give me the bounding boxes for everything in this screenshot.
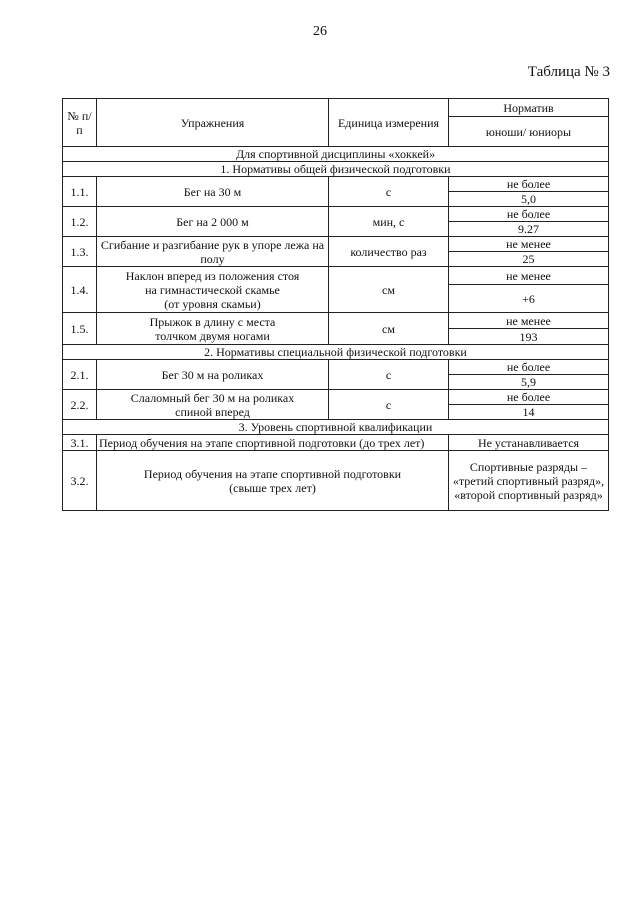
unit: см [329,313,449,345]
header-norm: Норматив [449,99,609,117]
exercise-line: Слаломный бег 30 м на роликах [130,390,295,405]
exercise-name [97,313,329,345]
exercise-line: (от уровня скамьи) [164,296,261,311]
unit: с [329,390,449,420]
row-number: 1.5. [63,313,97,345]
unit: мин, с [329,207,449,237]
row-number: 1.3. [63,237,97,267]
norm-condition: не более [449,390,609,405]
section-qualification: 3. Уровень спортивной квалификации [63,420,609,435]
exercise-line: Период обучения на этапе спортивной подготовки [143,466,402,481]
unit: с [329,177,449,207]
row-number: 1.2. [63,207,97,237]
exercise-line: толчком двумя ногами [155,328,270,343]
table-caption: Таблица № 3 [527,64,610,80]
norm-value: Не устанавливается [449,435,609,451]
exercise-line: Прыжок в длину с места [149,314,276,329]
exercise-name: Бег на 2 000 м [97,207,329,237]
row-number: 2.1. [63,360,97,390]
header-exercise: Упражнения [97,99,329,147]
norm-condition: не более [449,207,609,222]
norm-value: 14 [449,405,609,420]
row-number: 3.2. [63,451,97,511]
page-number: 26 [313,24,327,39]
row-number: 3.1. [63,435,97,451]
row-number: 2.2. [63,390,97,420]
unit: с [329,360,449,390]
exercise-name [97,390,329,420]
section-special-physical: 2. Нормативы специальной физической подготовки [63,345,609,360]
header-unit: Единица измерения [329,99,449,147]
exercise-line: на гимнастической скамье [145,282,280,297]
norm-value: 193 [449,329,609,345]
header-group: юноши/ юниоры [449,117,609,147]
exercise-line: (свыше трех лет) [229,480,316,495]
norm-value: 25 [449,252,609,267]
discipline-row: Для спортивной дисциплины «хоккей» [63,147,609,162]
exercise-name: Бег 30 м на роликах [97,360,329,390]
norm-condition: не менее [449,313,609,329]
exercise-line: Наклон вперед из положения стоя [125,268,300,283]
norm-condition: не более [449,360,609,375]
row-number: 1.4. [63,267,97,313]
exercise-name: Сгибание и разгибание рук в упоре лежа на полу [97,237,329,267]
norm-value: 5,9 [449,375,609,390]
unit: количество раз [329,237,449,267]
norm-value: 9.27 [449,222,609,237]
norm-value: 5,0 [449,192,609,207]
exercise-name: Бег на 30 м [97,177,329,207]
norm-condition: не менее [449,267,609,285]
standards-table [62,98,609,511]
norm-value: Спортивные разряды – «третий спортивный разряд», «второй спортивный разряд» [449,451,609,511]
norm-value: +6 [449,285,609,313]
norm-condition: не менее [449,237,609,252]
exercise-line: спиной вперед [175,404,250,419]
header-number: № п/п [63,99,97,147]
unit: см [329,267,449,313]
exercise-name: Период обучения на этапе спортивной подготовки (до трех лет) [97,435,449,451]
section-general-physical: 1. Нормативы общей физической подготовки [63,162,609,177]
row-number: 1.1. [63,177,97,207]
exercise-name [97,451,449,511]
exercise-name [97,267,329,313]
norm-condition: не более [449,177,609,192]
